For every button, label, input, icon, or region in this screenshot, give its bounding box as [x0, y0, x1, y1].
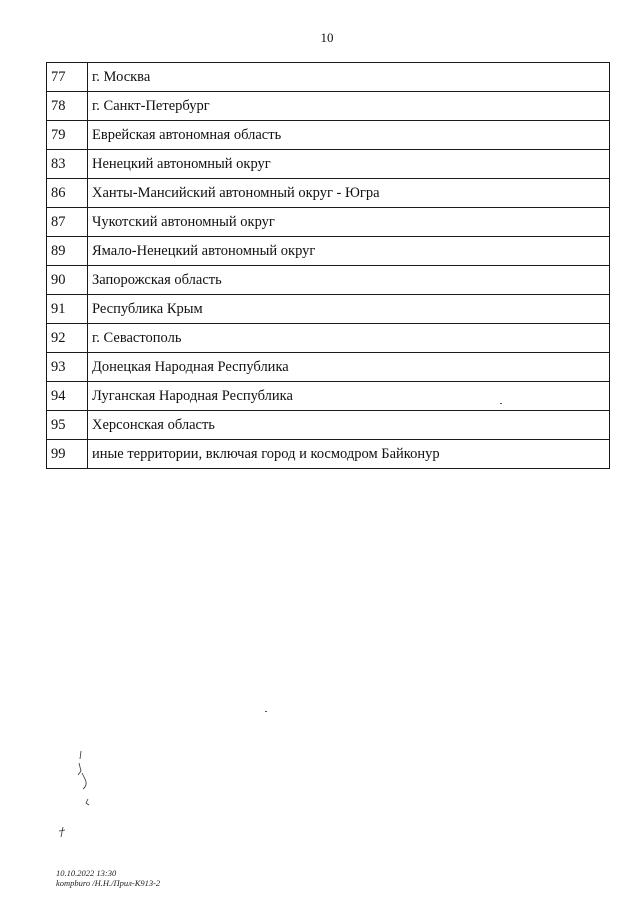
region-code: 78 [47, 92, 88, 121]
table-row [47, 295, 610, 324]
region-name: г. Севастополь [88, 324, 610, 353]
region-codes-table [46, 62, 610, 469]
page-number: 10 [320, 30, 334, 45]
region-name: Донецкая Народная Республика [88, 353, 610, 382]
region-name: г. Москва [88, 63, 610, 92]
region-code: 99 [47, 440, 88, 469]
region-code: 86 [47, 179, 88, 208]
table-row [47, 208, 610, 237]
region-code: 77 [47, 63, 88, 92]
scan-speck [500, 403, 502, 404]
region-code: 89 [47, 237, 88, 266]
region-code: 90 [47, 266, 88, 295]
table-row [47, 63, 610, 92]
table-row [47, 92, 610, 121]
handwritten-marks [55, 745, 115, 845]
region-name: Херсонская область [88, 411, 610, 440]
table-row [47, 440, 610, 469]
region-name: Ямало-Ненецкий автономный округ [88, 237, 610, 266]
table-row [47, 411, 610, 440]
table-row [47, 179, 610, 208]
region-code: 95 [47, 411, 88, 440]
region-name: Луганская Народная Республика [88, 382, 610, 411]
document-footer [56, 868, 160, 888]
region-code: 91 [47, 295, 88, 324]
region-name: г. Санкт-Петербург [88, 92, 610, 121]
region-code: 87 [47, 208, 88, 237]
table-row [47, 121, 610, 150]
table-row [47, 353, 610, 382]
region-name: Ненецкий автономный округ [88, 150, 610, 179]
table-row [47, 382, 610, 411]
file-path: kompburo /Н.Н./Прил-К913-2 [56, 878, 161, 888]
region-name: Ханты-Мансийский автономный округ - Югра [88, 179, 610, 208]
region-code: 94 [47, 382, 88, 411]
table-row [47, 324, 610, 353]
region-name: Запорожская область [88, 266, 610, 295]
scan-speck [265, 711, 267, 712]
print-timestamp: 10.10.2022 13:30 [56, 868, 117, 878]
region-name: Еврейская автономная область [88, 121, 610, 150]
table-row [47, 237, 610, 266]
region-code: 83 [47, 150, 88, 179]
region-code: 92 [47, 324, 88, 353]
table-row [47, 150, 610, 179]
region-code: 93 [47, 353, 88, 382]
region-name: Республика Крым [88, 295, 610, 324]
region-name: иные территории, включая город и космодром Байконур [88, 440, 610, 469]
table-row [47, 266, 610, 295]
table-body [47, 63, 610, 469]
region-code: 79 [47, 121, 88, 150]
region-name: Чукотский автономный округ [88, 208, 610, 237]
